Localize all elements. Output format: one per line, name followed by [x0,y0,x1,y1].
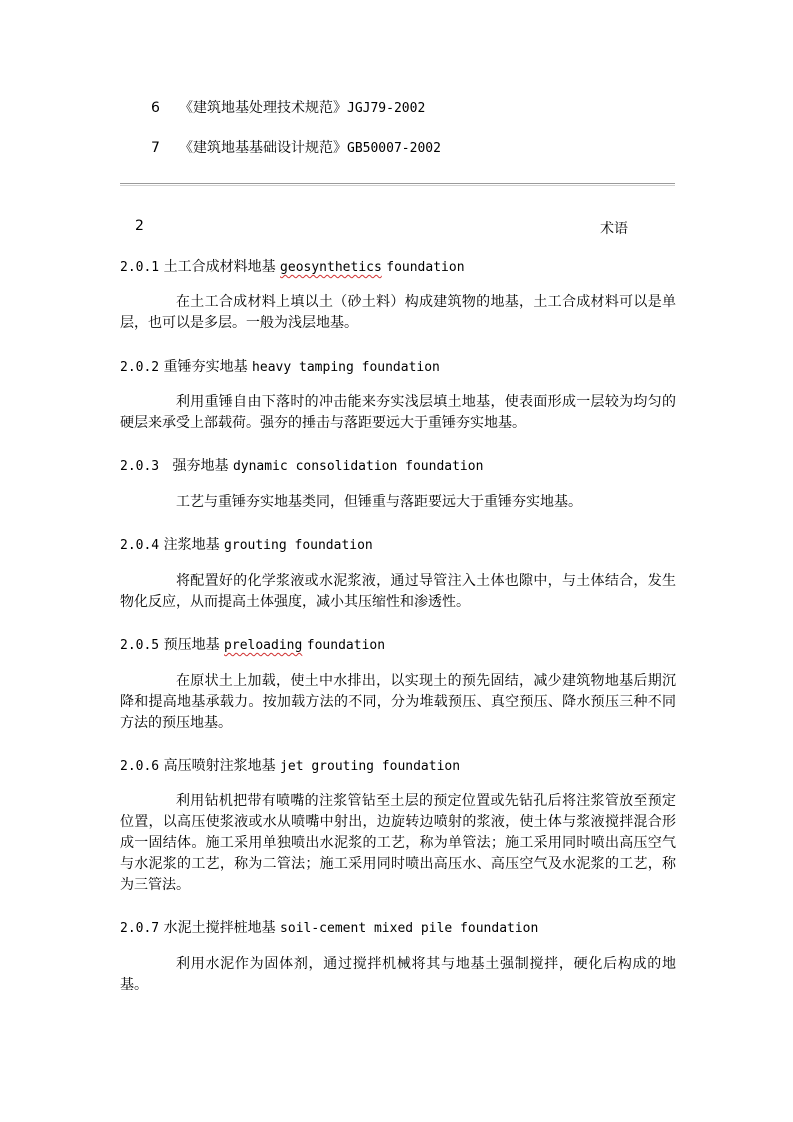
term-chinese: 重锤夯实地基 [163,359,248,375]
reference-code: JGJ79-2002 [347,101,426,116]
term-chinese: 高压喷射注浆地基 [163,758,276,774]
reference-title: 《建筑地基基础设计规范》 [179,140,347,156]
term-number: 2.0.7 [120,921,160,936]
reference-title: 《建筑地基处理技术规范》 [179,100,347,116]
term-definition: 利用重锤自由下落时的冲击能来夯实浅层填土地基，使表面形成一层较为均匀的硬层来承受上部载荷。强夯的捶击与落距要远大于重锤夯实地基。 [120,394,676,431]
term-english-flagged: preloading [224,638,303,653]
term-number: 2.0.5 [120,638,160,653]
term-definition: 工艺与重锤夯实地基类同，但锤重与落距要远大于重锤夯实地基。 [176,494,582,510]
term-english: grouting foundation [224,538,373,553]
term-english-flagged: geosynthetics [280,260,382,275]
term-heading [120,256,465,276]
term-heading [120,356,440,376]
term-english: dynamic consolidation foundation [232,459,484,474]
term-definition: 利用水泥作为固体剂，通过搅拌机械将其与地基土强制搅拌，硬化后构成的地基。 [120,956,676,993]
term-chinese: 土工合成材料地基 [163,259,276,275]
term-number: 2.0.1 [120,260,160,275]
term-definition: 利用钻机把带有喷嘴的注浆管钻至土层的预定位置或先钻孔后将注浆管放至预定位置，以高压使浆液或水从喷嘴中射出，边旋转边喷射的浆液，使土体与浆液搅拌混合形成一固结体。施工采用单独喷出水泥浆的工艺，称为单管法；施工采用同时喷出高压空气与水泥浆的工艺，称为二管法；施工采用同时喷出高压水、高压空气及水泥浆的工艺，称为三管法。 [120,793,676,893]
term-english: jet grouting foundation [280,759,461,774]
term-chinese: 强夯地基 [172,458,229,474]
term-number: 2.0.2 [120,360,160,375]
chapter-number: 2 [135,218,144,234]
term-heading [120,455,483,475]
horizontal-rule [120,183,675,186]
reference-item [151,97,425,117]
term-number: 2.0.4 [120,538,160,553]
term-english: foundation [386,260,465,275]
term-heading [120,534,373,554]
reference-number: 6 [151,100,160,116]
term-definition: 将配置好的化学浆液或水泥浆液，通过导管注入土体也隙中，与土体结合，发生物化反应，从而提高土体强度，减小其压缩性和渗透性。 [120,573,676,610]
term-heading [120,917,538,937]
term-english: heavy tamping foundation [252,360,440,375]
term-heading [120,634,385,654]
reference-item [151,137,441,157]
term-definition: 在土工合成材料上填以土（砂土料）构成建筑物的地基，土工合成材料可以是单层，也可以是多层。一般为浅层地基。 [120,294,676,331]
term-number: 2.0.3 [120,459,160,474]
reference-code: GB50007-2002 [347,141,441,156]
term-heading [120,755,460,775]
term-chinese: 水泥土搅拌桩地基 [163,920,276,936]
chapter-title: 术语 [600,221,628,237]
term-english: soil-cement mixed pile foundation [280,921,539,936]
term-english: foundation [306,638,386,653]
term-number: 2.0.6 [120,759,160,774]
term-definition: 在原状土上加载，使土中水排出，以实现土的预先固结，减少建筑物地基后期沉降和提高地基承载力。按加载方法的不同，分为堆载预压、真空预压、降水预压三种不同方法的预压地基。 [120,673,676,731]
term-chinese: 注浆地基 [163,537,220,553]
reference-number: 7 [151,140,160,156]
term-chinese: 预压地基 [163,637,220,653]
